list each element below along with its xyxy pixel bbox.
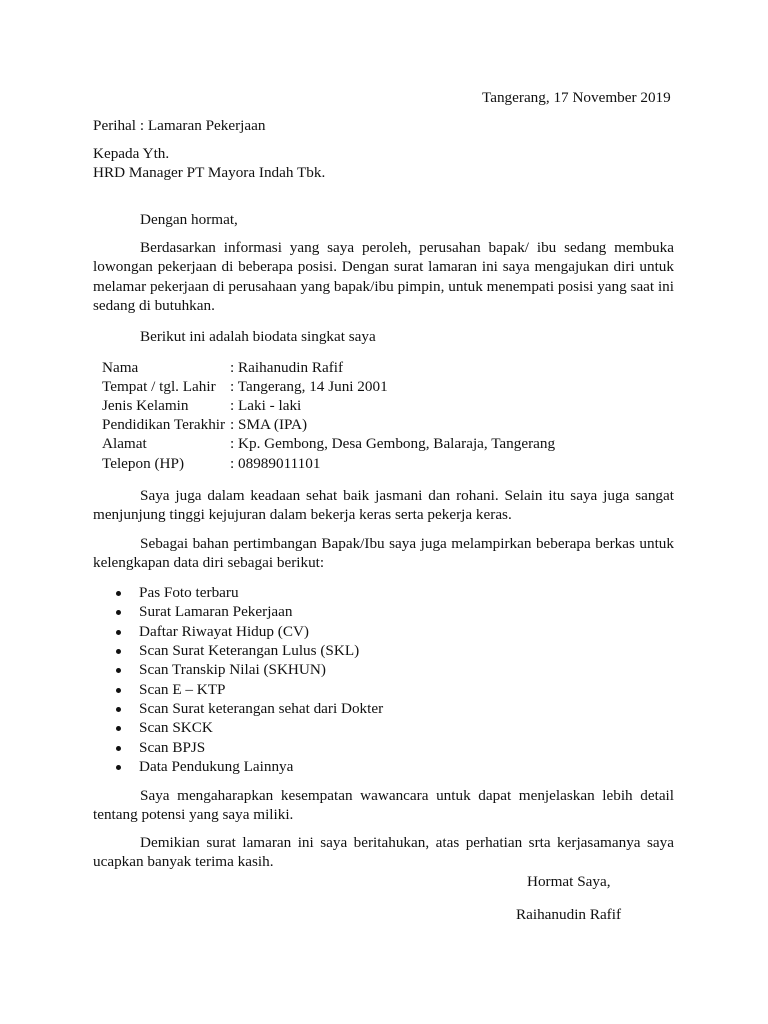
biodata-label-name: Nama bbox=[102, 359, 139, 376]
bullet-icon bbox=[116, 649, 121, 654]
list-item: Scan E – KTP bbox=[139, 681, 226, 698]
subject-line: Perihal : Lamaran Pekerjaan bbox=[93, 117, 266, 134]
biodata-label-gender: Jenis Kelamin bbox=[102, 397, 189, 414]
health-paragraph: Saya juga dalam keadaan sehat baik jasmani dan rohani. Selain itu saya juga sangat menjunjung tinggi kejujuran dalam bekerja keras serta pekerja keras. bbox=[93, 487, 674, 524]
biodata-label-address: Alamat bbox=[102, 435, 147, 452]
greeting: Dengan hormat, bbox=[140, 211, 238, 228]
biodata-value-birth: : Tangerang, 14 Juni 2001 bbox=[230, 378, 388, 395]
biodata-value-address: : Kp. Gembong, Desa Gembong, Balaraja, Tangerang bbox=[230, 435, 556, 452]
signature-name: Raihanudin Rafif bbox=[516, 906, 622, 923]
biodata-value-education: : SMA (IPA) bbox=[230, 416, 308, 433]
date-line: Tangerang, 17 November 2019 bbox=[482, 89, 671, 106]
biodata-label-birth: Tempat / tgl. Lahir bbox=[102, 378, 216, 395]
biodata-label-education: Pendidikan Terakhir bbox=[102, 416, 226, 433]
biodata-value-phone: : 08989011101 bbox=[230, 455, 321, 472]
intro-paragraph: Berdasarkan informasi yang saya peroleh, perusahan bapak/ ibu sedang membuka lowongan pekerjaan di beberapa posisi. Dengan surat lamaran ini saya mengajukan diri untuk melamar pekerjaan di perusahaan yang bapak/ibu pimpin, untuk menempati posisi yang saat ini sedang di butuhkan. bbox=[93, 239, 674, 315]
list-item: Data Pendukung Lainnya bbox=[139, 758, 294, 775]
closing-paragraph: Demikian surat lamaran ini saya beritahukan, atas perhatian srta kerjasamanya saya ucapkan banyak terima kasih. bbox=[93, 834, 674, 871]
bullet-icon bbox=[116, 765, 121, 770]
bullet-icon bbox=[116, 726, 121, 731]
list-item: Scan Transkip Nilai (SKHUN) bbox=[139, 661, 326, 678]
bullet-icon bbox=[116, 688, 121, 693]
signoff: Hormat Saya, bbox=[527, 873, 611, 890]
recipient-line-1: Kepada Yth. bbox=[93, 145, 170, 162]
list-item: Scan Surat keterangan sehat dari Dokter bbox=[139, 700, 384, 717]
hope-paragraph: Saya mengaharapkan kesempatan wawancara untuk dapat menjelaskan lebih detail tentang potensi yang saya miliki. bbox=[93, 787, 674, 824]
bullet-icon bbox=[116, 591, 121, 596]
attachments-intro: Sebagai bahan pertimbangan Bapak/Ibu saya juga melampirkan beberapa berkas untuk kelengkapan data diri sebagai berikut: bbox=[93, 535, 674, 572]
list-item: Pas Foto terbaru bbox=[139, 584, 239, 601]
biodata-label-phone: Telepon (HP) bbox=[102, 455, 185, 472]
list-item: Surat Lamaran Pekerjaan bbox=[139, 603, 293, 620]
biodata-value-name: : Raihanudin Rafif bbox=[230, 359, 344, 376]
biodata-value-gender: : Laki - laki bbox=[230, 397, 302, 414]
list-item: Scan BPJS bbox=[139, 739, 206, 756]
recipient-line-2: HRD Manager PT Mayora Indah Tbk. bbox=[93, 164, 326, 181]
list-item: Scan Surat Keterangan Lulus (SKL) bbox=[139, 642, 360, 659]
list-item: Scan SKCK bbox=[139, 719, 213, 736]
bullet-icon bbox=[116, 707, 121, 712]
bullet-icon bbox=[116, 630, 121, 635]
list-item: Daftar Riwayat Hidup (CV) bbox=[139, 623, 309, 640]
biodata-intro: Berikut ini adalah biodata singkat saya bbox=[140, 328, 376, 345]
bullet-icon bbox=[116, 668, 121, 673]
bullet-icon bbox=[116, 746, 121, 751]
bullet-icon bbox=[116, 610, 121, 615]
